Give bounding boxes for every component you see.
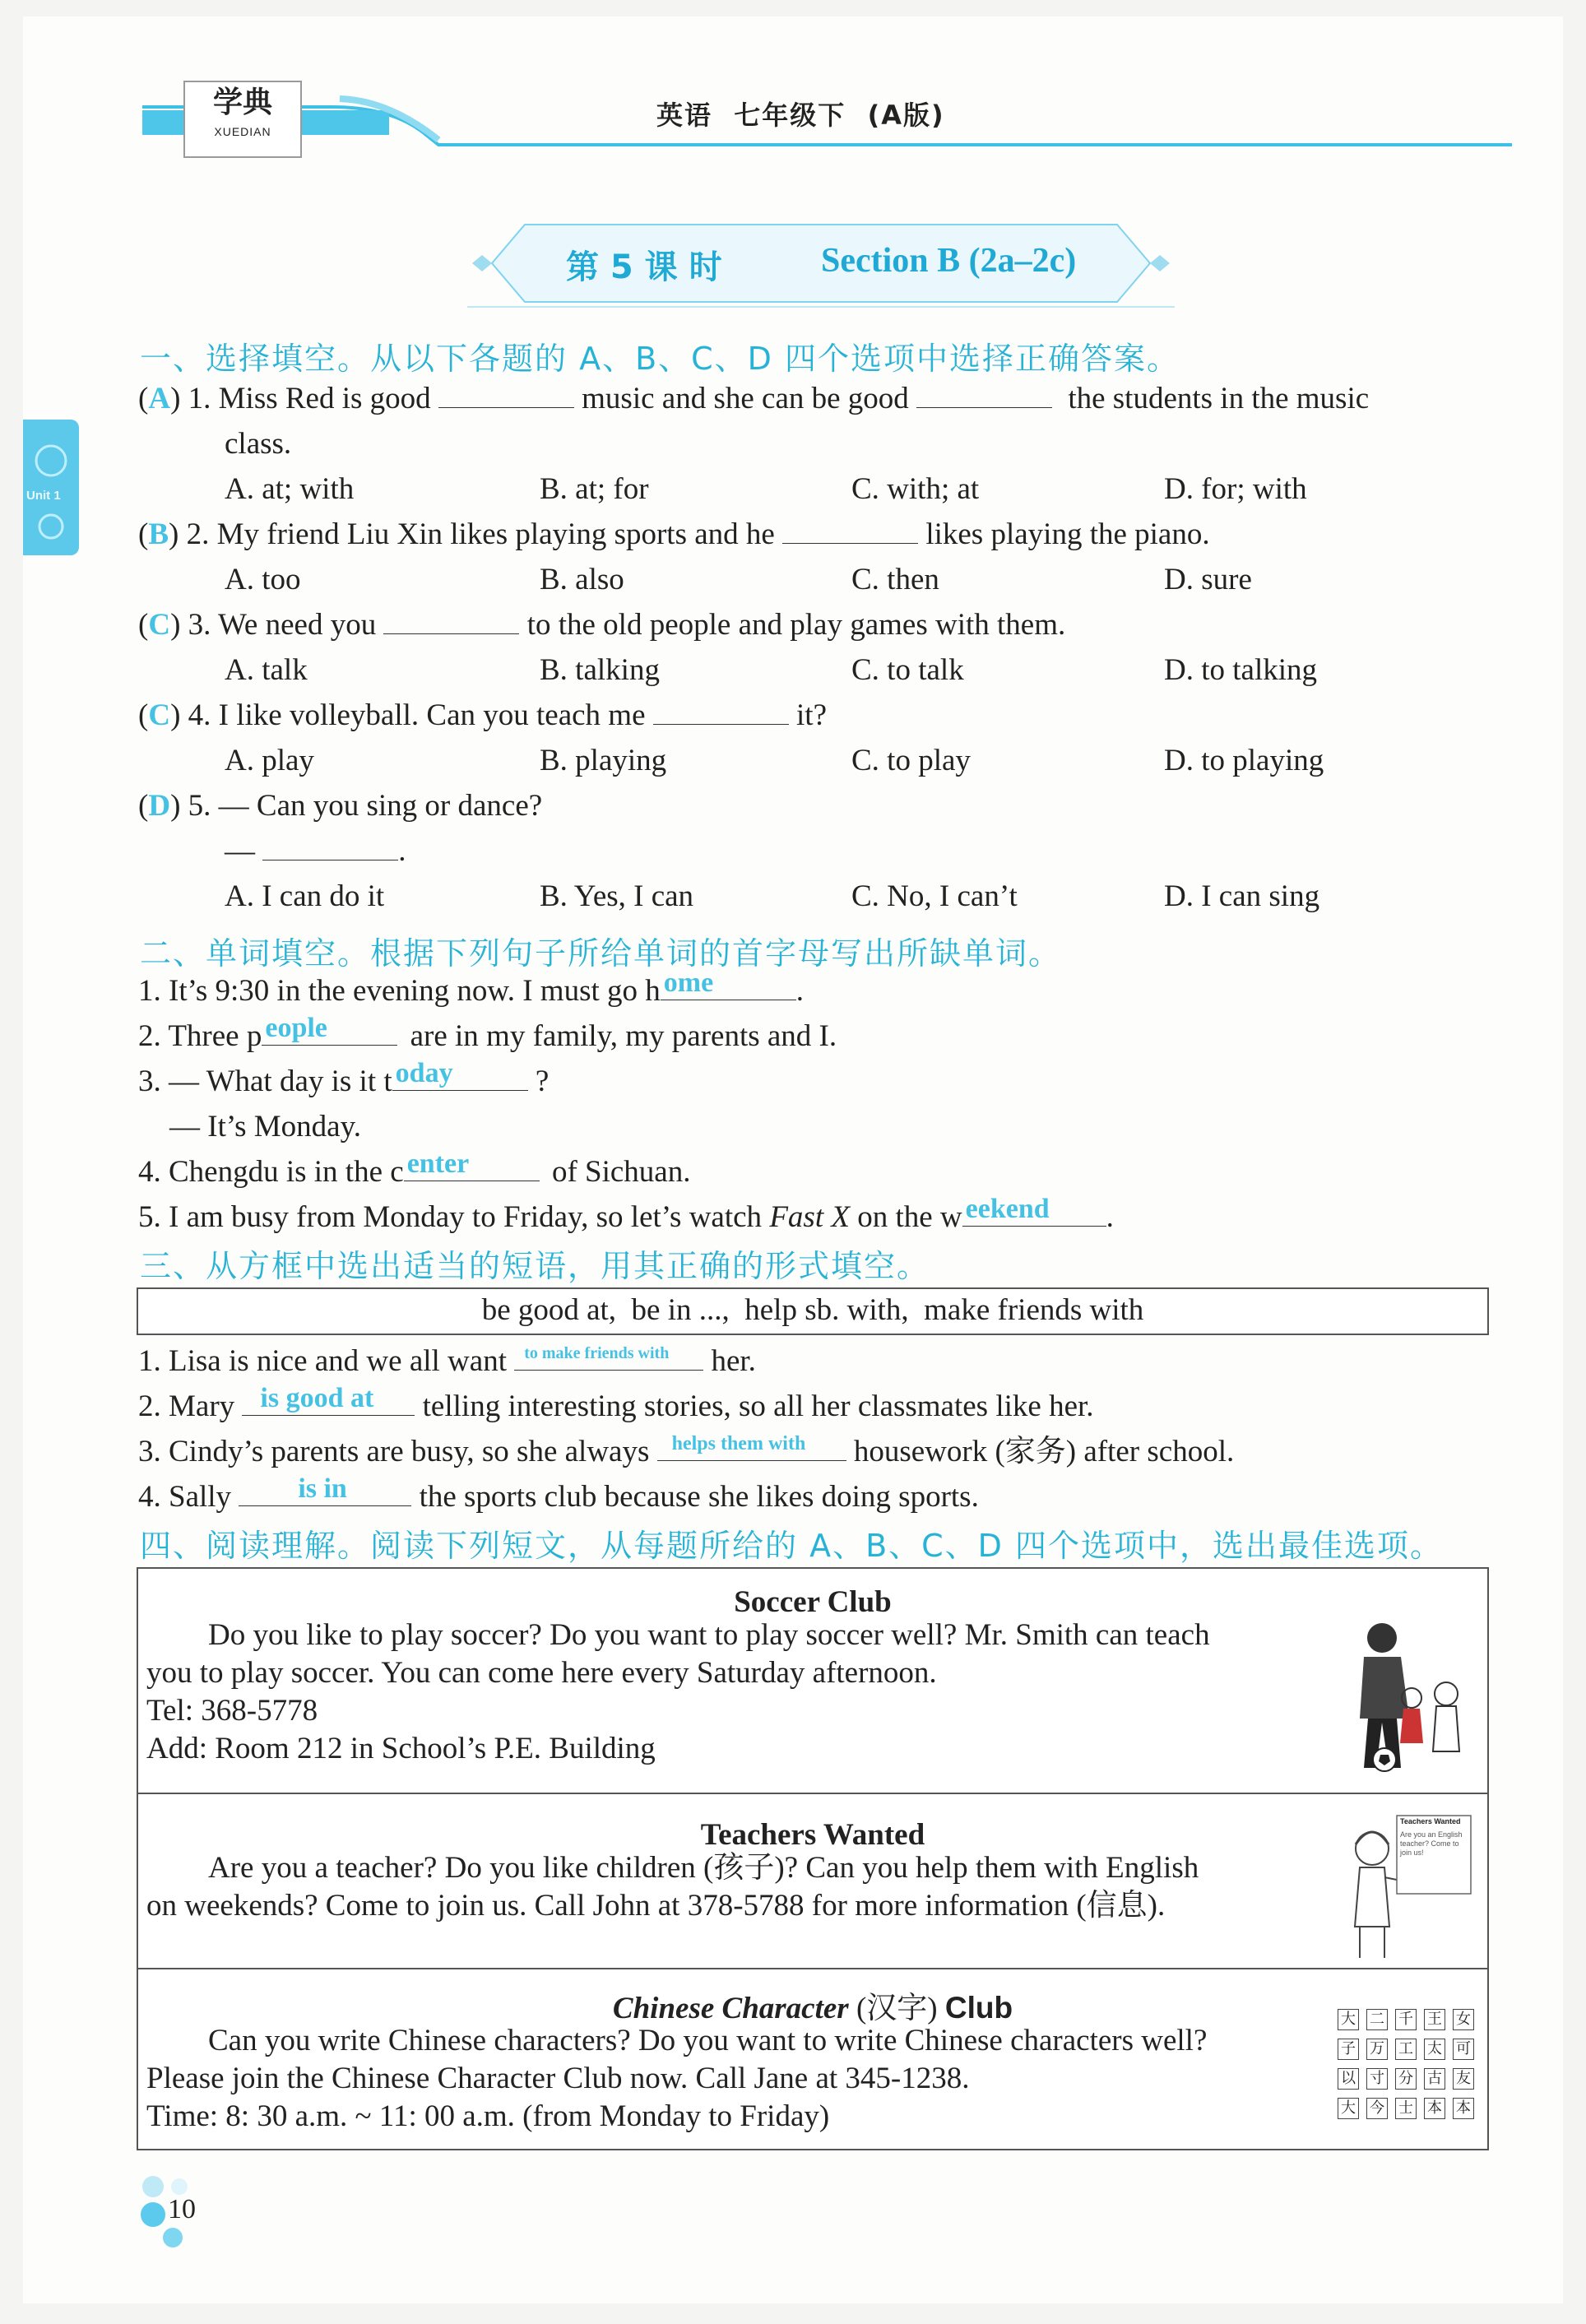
p3-item-4 (138, 1475, 979, 1519)
character-cell: 可 (1453, 2039, 1474, 2060)
q2-stem-b: likes playing the piano. (925, 517, 1210, 551)
p3-item-text: 4. Sally (138, 1480, 232, 1514)
character-cell: 古 (1424, 2068, 1445, 2090)
question-1 (138, 377, 1369, 421)
divider (138, 1968, 1487, 1969)
character-cell: 女 (1453, 2009, 1474, 2030)
character-cell: 工 (1395, 2039, 1417, 2060)
board-title: Teachers Wanted (1400, 1817, 1461, 1825)
blank[interactable] (239, 1473, 411, 1506)
p2-item-end: are in my family, my parents and I. (410, 1019, 837, 1053)
p3-item-2 (138, 1385, 1094, 1429)
filled-answer: enter (406, 1148, 470, 1179)
p3-item-end: her. (711, 1344, 756, 1378)
q5-period: . (398, 834, 406, 868)
q5-stem-a: 5. — Can you sing or dance? (188, 789, 543, 823)
character-cell: 二 (1366, 2009, 1388, 2030)
p2-item-text: 5. I am busy from Monday to Friday, so let’s watch (138, 1200, 763, 1234)
p3-item-end: telling interesting stories, so all her classmates like her. (422, 1389, 1094, 1423)
blank[interactable] (242, 1385, 415, 1416)
filled-answer: is in (298, 1473, 347, 1504)
answer-5: D (148, 789, 171, 823)
p2-item-1 (138, 969, 804, 1014)
ad-chinese-title-italic: Chinese Character (612, 1992, 849, 2025)
blank[interactable] (262, 1015, 397, 1046)
option-d[interactable]: D. to playing (1164, 744, 1324, 777)
phrase-box (137, 1287, 1489, 1335)
unit-side-tab (23, 420, 79, 555)
book-title: 英语 七年级下 (A版) (656, 100, 945, 131)
reading-box (137, 1567, 1489, 2150)
p3-item-3 (138, 1430, 1234, 1474)
blank[interactable] (404, 1148, 540, 1181)
option-b[interactable]: B. Yes, I can (540, 879, 694, 913)
p2-item-text: 3. — What day is it t (138, 1065, 392, 1098)
p3-item-text: 1. Lisa is nice and we all want (138, 1344, 507, 1378)
ad-chinese-title-cn: (汉字) (856, 1992, 938, 2025)
p2-item-3 (138, 1060, 549, 1104)
answer-1: A (148, 382, 171, 415)
option-a[interactable]: A. at; with (225, 472, 355, 506)
logo-text: 学典 (212, 86, 272, 119)
board-text: Are you an English teacher? Come to join us! (1400, 1830, 1463, 1857)
option-c[interactable]: C. with; at (851, 472, 980, 506)
option-c[interactable]: C. to talk (851, 653, 964, 687)
option-b[interactable]: B. also (540, 563, 624, 596)
answer-2: B (148, 517, 169, 551)
q3-stem-b: to the old people and play games with them. (526, 608, 1066, 642)
answer-3: C (148, 608, 171, 642)
blank[interactable] (661, 967, 796, 1000)
filled-answer: helps them with (671, 1433, 806, 1454)
answer-4: C (148, 698, 171, 732)
p2-item-end: . (795, 974, 805, 1008)
filled-answer: to make friends with (524, 1344, 670, 1362)
q3-stem-a: 3. We need you (188, 608, 377, 642)
p2-item-2 (138, 1014, 837, 1059)
divider (138, 1793, 1487, 1794)
p2-item-text: 4. Chengdu is in the c (138, 1155, 404, 1189)
option-d[interactable]: D. for; with (1164, 472, 1307, 506)
lesson-banner (467, 218, 1175, 308)
option-c[interactable]: C. to play (851, 744, 971, 777)
option-b[interactable]: B. talking (540, 653, 660, 687)
blank[interactable] (392, 1060, 528, 1091)
part2-heading: 二、单词填空。根据下列句子所给单词的首字母写出所缺单词。 (140, 935, 1062, 972)
teacher-illustration (1335, 1803, 1475, 1960)
character-cell: 本 (1453, 2098, 1474, 2119)
ad-teachers-line: on weekends? Come to join us. Call John at 378-5788 for more information (信息). (146, 1889, 1166, 1923)
q4-stem-b: it? (796, 698, 827, 732)
question-4: (C) 4. I like volleyball. Can you teach me it? (138, 693, 827, 738)
filled-answer: eekend (965, 1194, 1050, 1224)
page-number: 10 (168, 2194, 196, 2224)
p3-item-text: 3. Cindy’s parents are busy, so she always (138, 1435, 650, 1468)
filled-answer: oday (395, 1058, 453, 1088)
blank[interactable] (782, 513, 918, 544)
character-cell: 本 (1424, 2098, 1445, 2119)
p2-item-text: on the w (857, 1200, 962, 1234)
q5-response (225, 829, 406, 874)
unit-tab-label: Unit 1 (26, 489, 61, 503)
filled-answer: ome (663, 967, 714, 998)
character-cell: 寸 (1366, 2068, 1388, 2090)
character-cell: 友 (1453, 2068, 1474, 2090)
p3-item-end: the sports club because she likes doing sports. (419, 1480, 979, 1514)
filled-answer: is good at (260, 1383, 374, 1413)
character-cell: 以 (1338, 2068, 1359, 2090)
character-cell: 大 (1338, 2009, 1359, 2030)
character-grid (1338, 2009, 1482, 2119)
q5-dash: — (225, 834, 255, 868)
character-cell: 王 (1424, 2009, 1445, 2030)
ad-teachers-title: Teachers Wanted (700, 1818, 925, 1852)
question-5: (D) 5. — Can you sing or dance? (138, 789, 543, 823)
blank[interactable] (262, 830, 398, 860)
option-d[interactable]: D. to talking (1164, 653, 1318, 687)
character-cell: 万 (1366, 2039, 1388, 2060)
filled-answer: eople (265, 1013, 327, 1043)
q1-stem-b: music and she can be good (582, 382, 909, 415)
option-b[interactable]: B. playing (540, 744, 667, 777)
ad-chinese-line: Please join the Chinese Character Club now. Call Jane at 345-1238. (146, 2062, 970, 2095)
q1-stem-d: class. (225, 427, 292, 461)
p3-item-text: 2. Mary (138, 1389, 235, 1423)
p2-item-5 (138, 1195, 1114, 1240)
option-a[interactable]: A. play (225, 744, 314, 777)
character-cell: 今 (1366, 2098, 1388, 2119)
part4-heading: 四、阅读理解。阅读下列短文，从每题所给的 A、B、C、D 四个选项中，选出最佳选项。 (140, 1528, 1444, 1564)
option-d[interactable]: D. sure (1164, 563, 1252, 596)
ad-soccer-tel: Tel: 368-5778 (146, 1694, 318, 1728)
option-d[interactable]: D. I can sing (1164, 879, 1320, 913)
ad-chinese-time: Time: 8: 30 a.m. ~ 11: 00 a.m. (from Monday to Friday) (146, 2099, 830, 2133)
unit-tab-decoration (23, 420, 79, 555)
blank[interactable] (653, 694, 789, 725)
blank[interactable] (657, 1431, 846, 1461)
character-cell: 千 (1395, 2009, 1417, 2030)
p3-item-1 (138, 1339, 756, 1384)
logo (183, 81, 302, 158)
character-cell: 大 (1338, 2098, 1359, 2119)
q2-stem-a: 2. My friend Liu Xin likes playing sports and he (186, 517, 775, 551)
option-a[interactable]: A. talk (225, 653, 308, 687)
ad-soccer-address: Add: Room 212 in School’s P.E. Building (146, 1732, 656, 1765)
ad-chinese-line: Can you write Chinese characters? Do you want to write Chinese characters well? (208, 2024, 1208, 2057)
soccer-illustration (1331, 1620, 1471, 1776)
character-cell: 分 (1395, 2068, 1417, 2090)
q1-stem-a: 1. Miss Red is good (188, 382, 431, 415)
blank[interactable] (962, 1196, 1106, 1227)
question-2: (B) 2. My friend Liu Xin likes playing sports and he likes playing the piano. (138, 513, 1210, 557)
part1-heading: 一、选择填空。从以下各题的 A、B、C、D 四个选项中选择正确答案。 (140, 341, 1180, 377)
ad-soccer-title: Soccer Club (734, 1585, 892, 1619)
movie-title: Fast X (769, 1200, 850, 1234)
answer-paren-open: ( (138, 382, 149, 415)
p2-item-end: ? (535, 1065, 550, 1098)
option-a[interactable]: A. I can do it (225, 879, 385, 913)
blank[interactable] (383, 604, 519, 634)
p2-item-text: 2. Three p (138, 1019, 262, 1053)
lesson-number: 第 5 课 时 (566, 248, 722, 286)
logo-subtext: XUEDIAN (214, 125, 271, 138)
p2-item-text: 1. It’s 9:30 in the evening now. I must go h (138, 974, 661, 1008)
option-c[interactable]: C. then (851, 563, 939, 596)
character-cell: 子 (1338, 2039, 1359, 2060)
p2-item-end: . (1106, 1200, 1114, 1234)
p2-item-end: of Sichuan. (551, 1155, 691, 1189)
workbook-page (23, 16, 1563, 2303)
q4-stem-a: 4. I like volleyball. Can you teach me (188, 698, 646, 732)
ad-soccer-line: Do you like to play soccer? Do you want to play soccer well? Mr. Smith can teach (208, 1618, 1210, 1652)
blank[interactable] (916, 378, 1052, 408)
question-3: (C) 3. We need you to the old people and play games with them. (138, 603, 1065, 647)
p2-item-4 (138, 1150, 690, 1194)
option-b[interactable]: B. at; for (540, 472, 649, 506)
answer-paren-close: ) (170, 382, 188, 415)
blank[interactable] (514, 1340, 703, 1371)
p3-item-end: housework (家务) after school. (853, 1435, 1235, 1468)
phrase-list: be good at, be in ..., help sb. with, make friends with (481, 1293, 1144, 1327)
ad-teachers-line: Are you a teacher? Do you like children (孩子)? Can you help them with English (208, 1851, 1199, 1885)
q1-stem-c: the students in the music (1068, 382, 1370, 415)
character-cell: 太 (1424, 2039, 1445, 2060)
option-c[interactable]: C. No, I can’t (851, 879, 1018, 913)
option-a[interactable]: A. too (225, 563, 301, 596)
ad-chinese-title-end: Club (944, 1991, 1013, 2025)
blank[interactable] (438, 378, 574, 408)
p2-item-3-reply: — It’s Monday. (169, 1110, 361, 1143)
part3-heading: 三、从方框中选出适当的短语，用其正确的形式填空。 (140, 1248, 930, 1284)
ad-soccer-line: you to play soccer. You can come here every Saturday afternoon. (146, 1656, 937, 1690)
character-cell: 士 (1395, 2098, 1417, 2119)
lesson-title: Section B (2a–2c) (821, 242, 1077, 280)
